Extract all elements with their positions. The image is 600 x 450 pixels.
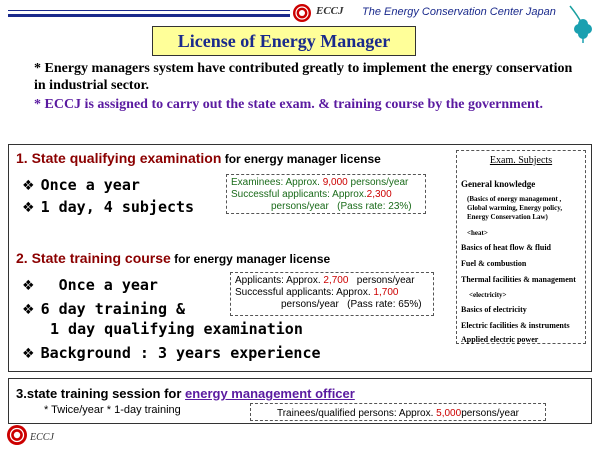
section3-heading [16, 386, 355, 401]
section1-examinees-unit: persons/year [347, 177, 409, 188]
exam-subject-item: Fuel & combustion [461, 259, 527, 268]
exam-subject-item: <electricity> [469, 291, 507, 299]
section2-bullet-3-text: Background : 3 years experience [40, 344, 321, 362]
exam-subject-item: Basics of heat flow & fluid [461, 243, 551, 252]
section2-heading [16, 250, 330, 268]
section2-successful [235, 287, 429, 299]
section3-heading-prefix: 3.state training session for [16, 386, 186, 401]
eccj-logo-icon [6, 424, 28, 446]
section2-bullet-2-cont: 1 day qualifying examination [50, 320, 303, 338]
exam-subject-item: General knowledge [461, 179, 536, 189]
section2-bullet-1-text: Once a year [58, 276, 158, 294]
section2-bullet-2 [22, 300, 185, 318]
section3-details: * Twice/year * 1-day training [44, 404, 181, 416]
section1-bullet-2-text: 1 day, 4 subjects [40, 198, 195, 216]
diamond-bullet-icon: ❖ [22, 178, 35, 194]
section2-stats-box [230, 272, 434, 316]
section1-stats-box [226, 174, 426, 214]
section1-successful-rate [231, 201, 421, 213]
section2-bullet-3 [22, 344, 321, 362]
exam-subjects-box [456, 150, 586, 344]
section3-trainees-value: 5,000 [436, 408, 462, 419]
section2-pass-rate: (Pass rate: 65%) [347, 299, 422, 310]
section1-successful-unit: persons/year [271, 201, 329, 212]
section2-successful-label: Successful applicants: Approx. [235, 287, 374, 298]
section3-trainees-label: Trainees/qualified persons: Approx. [276, 408, 437, 419]
footer-logo-text: ECCJ [30, 432, 54, 443]
clover-icon [566, 2, 596, 44]
exam-subject-item: Thermal facilities & management [461, 275, 576, 284]
section1-heading-sub: for energy manager license [221, 152, 381, 166]
section2-bullet-2-text: 6 day training & [40, 300, 186, 318]
eccj-logo-icon [292, 3, 312, 23]
diamond-bullet-icon: ❖ [22, 200, 35, 216]
energy-management-officer-link[interactable]: energy management officer [185, 386, 355, 401]
section2-heading-main: 2. State training course [16, 250, 171, 266]
section1-examinees-value: 9,000 [322, 177, 348, 188]
exam-subject-item: Electric facilities & instruments [461, 321, 570, 330]
exam-subject-item: (Basics of energy management , [467, 195, 562, 203]
header-logo-text: ECCJ [316, 5, 344, 17]
section2-applicants-unit: persons/year [356, 275, 415, 286]
exam-subject-item: Energy Conservation Law) [467, 213, 548, 221]
diamond-bullet-icon: ❖ [22, 302, 35, 318]
section2-successful-unit: persons/year [281, 299, 339, 310]
header-rule-thin [8, 10, 290, 11]
exam-subject-item: Basics of electricity [461, 305, 527, 314]
intro-line-1: * Energy managers system have contributed greatly to implement the energy conservation in industrial sector. [34, 61, 573, 93]
exam-subject-item: Global warming, Energy policy, [467, 204, 563, 212]
section2-applicants-label: Applicants: Approx. [235, 275, 324, 286]
section1-successful-label: Successful applicants: Approx. [231, 189, 367, 200]
page-title: License of Energy Manager [152, 26, 416, 56]
section2-applicants-value: 2,700 [323, 275, 349, 286]
section2-successful-value: 1,700 [373, 287, 399, 298]
section1-examinees-label: Examinees: Approx. [231, 177, 323, 188]
exam-subject-item: Applied electric power [461, 335, 539, 344]
section2-heading-sub: for energy manager license [170, 252, 331, 266]
section1-successful-value: 2,300 [366, 189, 392, 200]
section1-heading-main: 1. State qualifying examination [16, 150, 222, 166]
section1-examinees [231, 177, 421, 189]
diamond-bullet-icon: ❖ [22, 346, 35, 362]
section2-successful-rate [235, 299, 429, 311]
section3-trainees-box [250, 403, 546, 421]
section1-bullet-1-text: Once a year [40, 176, 140, 194]
exam-subjects-heading: Exam. Subjects [489, 155, 553, 166]
exam-subject-item: <heat> [467, 229, 488, 237]
section1-heading [16, 150, 381, 168]
section1-pass-rate: (Pass rate: 23%) [337, 201, 412, 212]
organization-name: The Energy Conservation Center Japan [362, 6, 556, 18]
section2-bullet-1 [22, 276, 158, 294]
section1-bullet-2 [22, 198, 194, 216]
section1-successful [231, 189, 421, 201]
section3-trainees-unit: persons/year [461, 408, 519, 419]
diamond-bullet-icon: ❖ [22, 278, 35, 294]
intro-line-2: * ECCJ is assigned to carry out the state exam. & training course by the government. [34, 97, 543, 112]
section1-bullet-1 [22, 176, 140, 194]
header-rule [8, 14, 290, 17]
section2-applicants [235, 275, 429, 287]
